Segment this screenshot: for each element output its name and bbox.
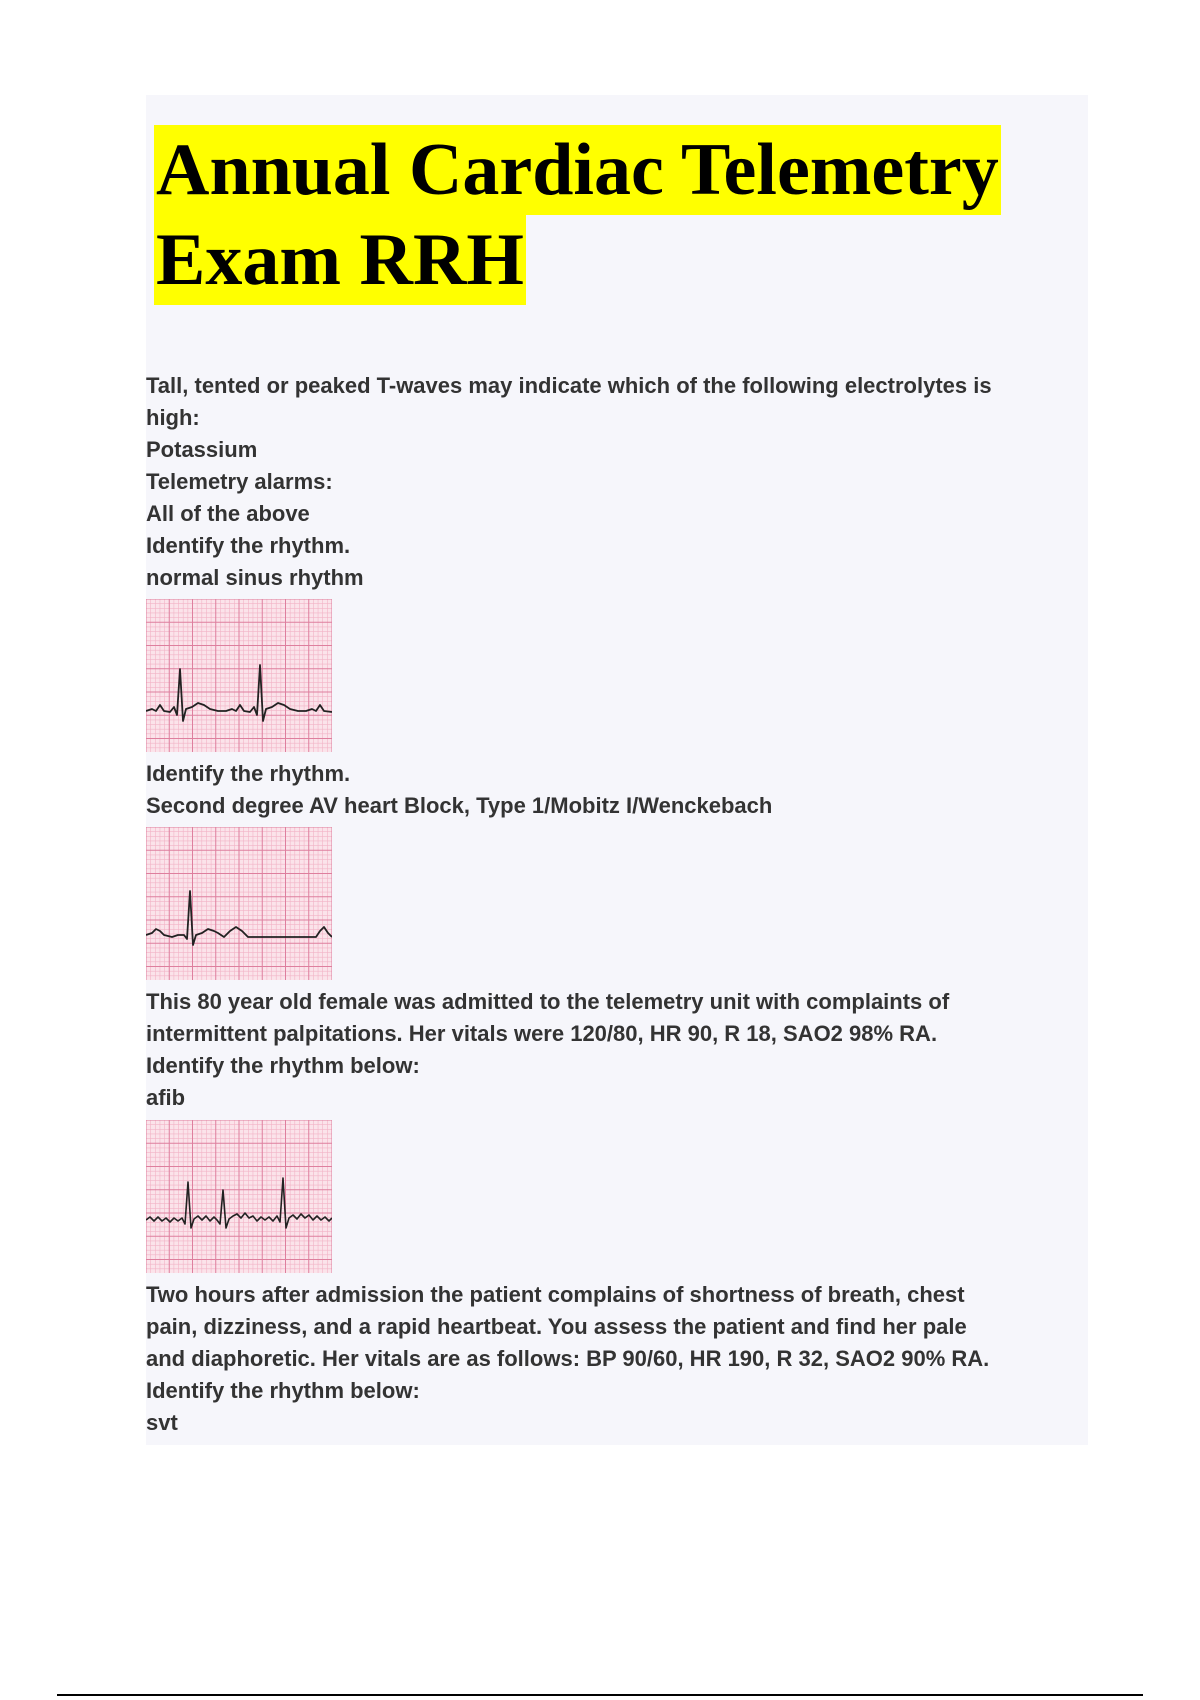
qa-section-4 [146,1279,1086,1439]
answer-all-of-the-above: All of the above [146,501,310,526]
question-80-year-old-line-1: This 80 year old female was admitted to the telemetry unit with complaints of [146,989,950,1014]
ecg-strip-normal-sinus [146,599,332,752]
answer-normal-sinus-rhythm: normal sinus rhythm [146,565,364,590]
question-identify-rhythm-1: Identify the rhythm. [146,533,351,558]
answer-potassium: Potassium [146,437,258,462]
question-identify-rhythm-2: Identify the rhythm. [146,761,351,786]
document-title [154,125,1001,305]
title-line-1: Annual Cardiac Telemetry [154,125,1001,215]
ecg-strip-afib [146,1120,332,1273]
ecg-strip-wenckebach [146,827,332,980]
qa-section-2 [146,758,1086,822]
qa-section-3 [146,986,1086,1114]
question-two-hours-line-2: pain, dizziness, and a rapid heartbeat. You assess the patient and find her pale [146,1314,967,1339]
question-two-hours-line-3: and diaphoretic. Her vitals are as follows: BP 90/60, HR 190, R 32, SAO2 90% RA. [146,1346,990,1371]
footer-rule [57,1694,1143,1696]
question-identify-rhythm-below-2: Identify the rhythm below: [146,1378,420,1403]
answer-wenckebach: Second degree AV heart Block, Type 1/Mobitz I/Wenckebach [146,793,773,818]
answer-afib: afib [146,1085,186,1110]
title-line-2: Exam RRH [154,215,526,305]
question-electrolytes-line-1: Tall, tented or peaked T-waves may indicate which of the following electrolytes is [146,373,992,398]
question-telemetry-alarms: Telemetry alarms: [146,469,333,494]
question-electrolytes-line-2: high: [146,405,200,430]
question-80-year-old-line-2: intermittent palpitations. Her vitals were 120/80, HR 90, R 18, SAO2 98% RA. [146,1021,938,1046]
qa-section-1 [146,370,1086,594]
answer-svt: svt [146,1410,178,1435]
question-identify-rhythm-below-1: Identify the rhythm below: [146,1053,420,1078]
question-two-hours-line-1: Two hours after admission the patient complains of shortness of breath, chest [146,1282,965,1307]
